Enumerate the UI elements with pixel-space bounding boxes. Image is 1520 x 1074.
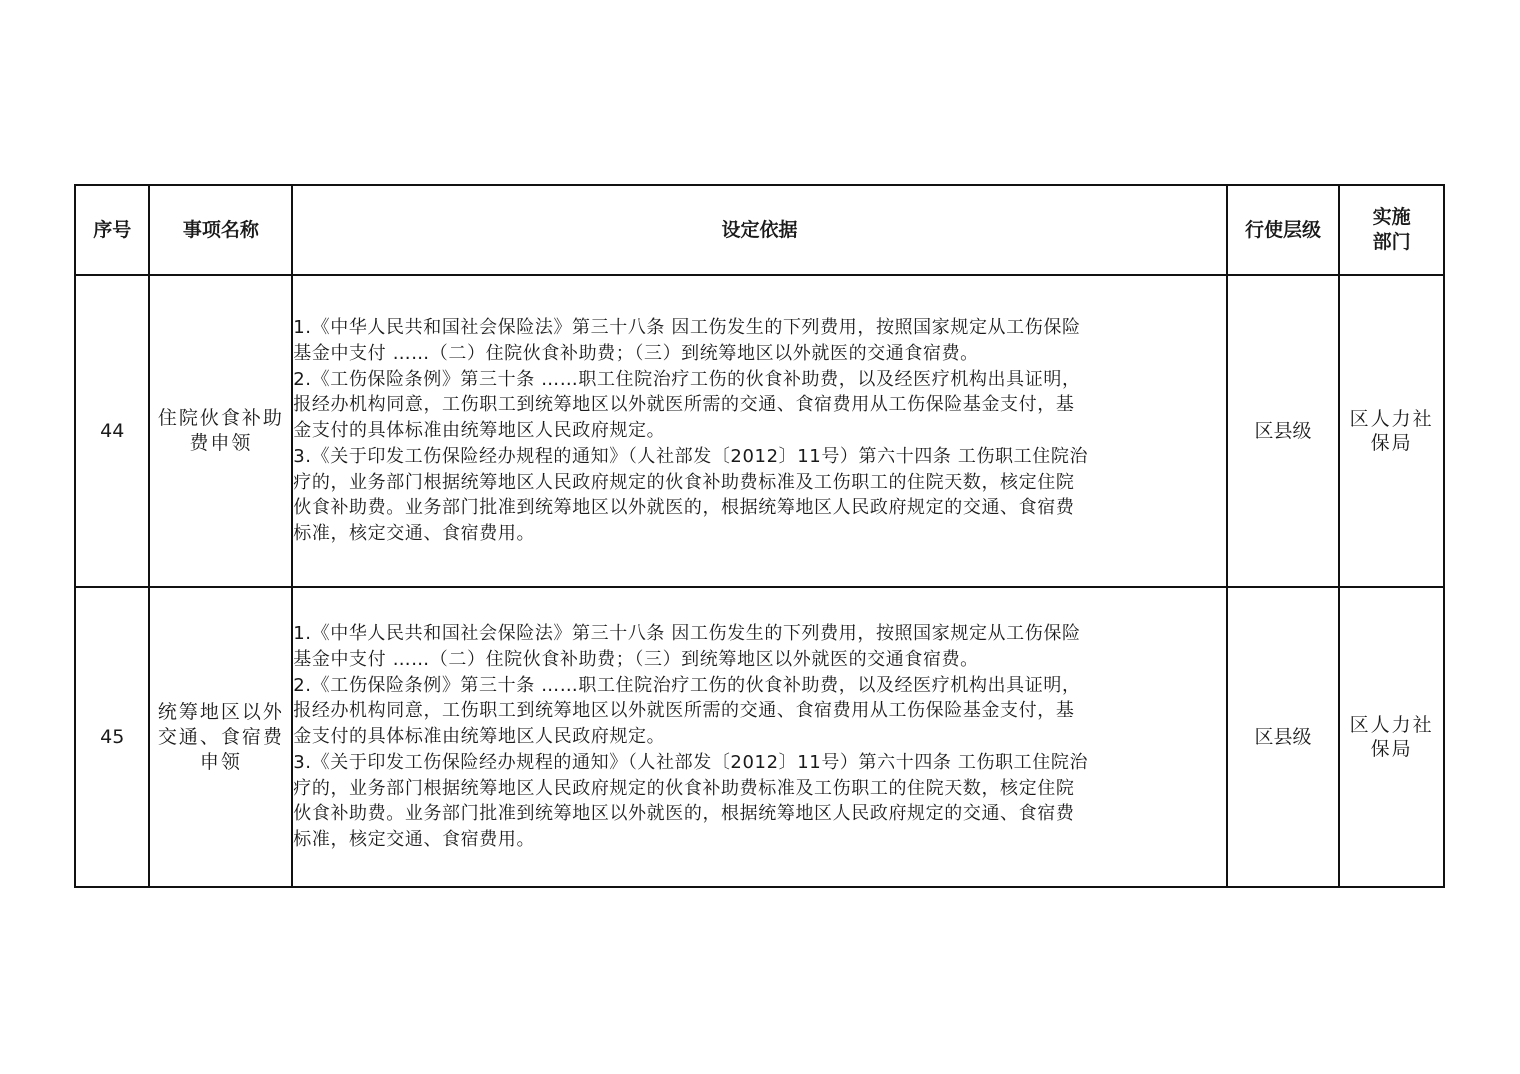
basis-line: 基金中支付 ……（二）住院伙食补助费；（三）到统筹地区以外就医的交通食宿费。 [293,342,979,364]
table-header-row [75,185,1444,275]
row-basis [292,275,1226,587]
basis-line: 1.《中华人民共和国社会保险法》第三十八条 因工伤发生的下列费用，按照国家规定从工伤保险 [293,622,1081,644]
basis-line: 伙食补助费。业务部门批准到统筹地区以外就医的，根据统筹地区人民政府规定的交通、食宿费 [293,497,1075,519]
row-no: 44 [75,275,149,587]
row-level: 区县级 [1227,275,1340,587]
table-row [75,587,1444,887]
basis-line: 金支付的具体标准由统筹地区人民政府规定。 [293,420,666,442]
header-basis: 设定依据 [292,185,1226,275]
row-item-name: 住院伙食补助费申领 [149,275,292,587]
table-row [75,275,1444,587]
row-dept: 区人力社保局 [1339,275,1444,587]
row-no: 45 [75,587,149,887]
row-dept: 区人力社保局 [1339,587,1444,887]
approval-items-table [74,184,1445,888]
basis-line: 伙食补助费。业务部门批准到统筹地区以外就医的，根据统筹地区人民政府规定的交通、食宿费 [293,803,1075,825]
header-name: 事项名称 [149,185,292,275]
basis-line: 标准，核定交通、食宿费用。 [293,829,536,851]
basis-line: 报经办机构同意，工伤职工到统筹地区以外就医所需的交通、食宿费用从工伤保险基金支付，基 [293,394,1075,416]
basis-line: 金支付的具体标准由统筹地区人民政府规定。 [293,726,666,748]
header-dept-text: 实施部门 [1372,206,1411,253]
basis-line: 基金中支付 ……（二）住院伙食补助费；（三）到统筹地区以外就医的交通食宿费。 [293,648,979,670]
basis-line: 标准，核定交通、食宿费用。 [293,523,536,545]
header-level: 行使层级 [1227,185,1340,275]
header-dept [1339,185,1444,275]
basis-line: 2.《工伤保险条例》第三十条 ……职工住院治疗工伤的伙食补助费，以及经医疗机构出具证明， [293,674,1081,696]
row-item-name: 统筹地区以外交通、食宿费申领 [149,587,292,887]
basis-line: 3.《关于印发工伤保险经办规程的通知》（人社部发〔2012〕11号）第六十四条 工伤职工住院治 [293,751,1089,773]
row-level: 区县级 [1227,587,1340,887]
basis-line: 3.《关于印发工伤保险经办规程的通知》（人社部发〔2012〕11号）第六十四条 工伤职工住院治 [293,445,1089,467]
header-no: 序号 [75,185,149,275]
basis-line: 2.《工伤保险条例》第三十条 ……职工住院治疗工伤的伙食补助费，以及经医疗机构出具证明， [293,368,1081,390]
basis-line: 1.《中华人民共和国社会保险法》第三十八条 因工伤发生的下列费用，按照国家规定从工伤保险 [293,316,1081,338]
basis-line: 报经办机构同意，工伤职工到统筹地区以外就医所需的交通、食宿费用从工伤保险基金支付，基 [293,700,1075,722]
basis-line: 疗的，业务部门根据统筹地区人民政府规定的伙食补助费标准及工伤职工的住院天数，核定住院 [293,471,1075,493]
row-basis [292,587,1226,887]
basis-line: 疗的，业务部门根据统筹地区人民政府规定的伙食补助费标准及工伤职工的住院天数，核定住院 [293,777,1075,799]
